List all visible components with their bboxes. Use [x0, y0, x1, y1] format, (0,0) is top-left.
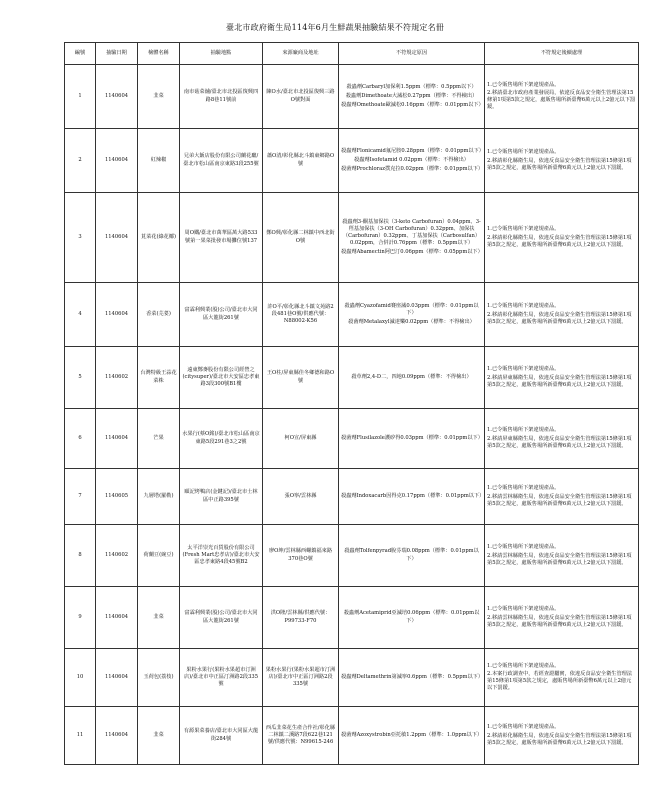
header-location: 抽驗地點 — [180, 43, 263, 65]
table-body — [65, 65, 639, 765]
cell-date: 1140604 — [96, 649, 138, 707]
cell-no: 11 — [65, 707, 96, 765]
cell-action — [485, 525, 639, 587]
header-reason: 不符規定原因 — [339, 43, 485, 65]
cell-no: 6 — [65, 409, 96, 469]
cell-reason — [339, 283, 485, 347]
cell-sample-name: 荷蘭豆(豌豆) — [138, 525, 180, 587]
cell-no: 7 — [65, 469, 96, 525]
cell-source: 柯O宣/屏東縣 — [263, 409, 339, 469]
reason-line: 殺蟲劑Deltamethrin第滅寧0.6ppm（標準：0.5ppm以下） — [341, 673, 484, 680]
cell-sample-name: 莧菜花(綠花椰) — [138, 193, 180, 283]
action-line: 1.已令販售場所下架違規產品。 — [487, 544, 560, 551]
action-line: 2.移請雲林縣衛生局，依違反食品安全衛生管理法第15條第1項第5款之規定，處販售場所新臺幣6萬元以上2億元以下罰鍰。 — [487, 552, 632, 566]
cell-source: 西瓜韭菜花生產合作社/彰化縣二林鎮二溪路7段622巷121號/供應代號：N99615-246 — [263, 707, 339, 765]
cell-date: 1140604 — [96, 193, 138, 283]
action-line: 1.已令販售場所下架違規產品。 — [487, 226, 560, 233]
reason-line: 殺蟲劑Isofetamid 0.02ppm（標準：不得檢出） — [354, 156, 469, 163]
cell-date: 1140604 — [96, 587, 138, 649]
reason-line: 殺蟲劑Carbaryl加保利1.5ppm（標準：0.5ppm以下） — [346, 84, 477, 91]
cell-date: 1140604 — [96, 409, 138, 469]
action-line: 2.移請彰化縣衛生局，依違反食品安全衛生管理法第15條第1項第5款之規定，處販售場所新臺幣6萬元以上2億元以下罰鍰。 — [487, 157, 632, 171]
reason-line: 殺蟲劑Tolfenpyrad脫芬瑞0.08ppm（標準：0.01ppm以下） — [344, 548, 479, 562]
reason-line: 殺菌劑Azoxystrobin亞托敏1.2ppm（標準：1.0ppm以下） — [341, 731, 483, 738]
reason-line: 殺菌劑Metalaxyl滅達樂0.02ppm（標準：不得檢出） — [348, 318, 475, 325]
violations-table — [64, 42, 639, 765]
cell-action — [485, 469, 639, 525]
action-line: 2.移請臺北市政府產業發展局，依違反食品安全衛生管理法第15條第1項第5款之規定，處販售場所新臺幣6萬元以上2億元以下罰鍰。 — [487, 90, 636, 111]
action-line: 1.已令販售場所下架違規產品。 — [487, 485, 560, 492]
cell-source: 鄭O興/彰化縣二林鎮中西北街O號 — [263, 193, 339, 283]
cell-date: 1140604 — [96, 129, 138, 193]
cell-source: 廖O坤/雲林縣西螺鎮福來路370巷O號 — [263, 525, 339, 587]
cell-source: 陳O水/臺北市北投區復興三路O號對面 — [263, 65, 339, 129]
cell-action — [485, 283, 639, 347]
cell-reason — [339, 525, 485, 587]
header-source: 來源廠商及地址 — [263, 43, 339, 65]
action-line: 1.已令販售場所下架違規產品。 — [487, 606, 560, 613]
action-line: 2.移請彰化縣衛生局，依違反食品安全衛生管理法第15條第1項第5款之規定，處販售場所新臺幣6萬元以上2億元以下罰鍰。 — [487, 732, 632, 746]
cell-action — [485, 587, 639, 649]
table-row — [65, 65, 639, 129]
cell-action — [485, 707, 639, 765]
table-header-row — [65, 43, 639, 65]
cell-location: 富霖利興業(股)公司/臺北市大同區大龍街261號 — [180, 283, 263, 347]
cell-date: 1140604 — [96, 707, 138, 765]
cell-location: 南市菇菜舖/臺北市北投區復興四路8巷11號前 — [180, 65, 263, 129]
cell-date: 1140602 — [96, 347, 138, 409]
cell-sample-name: 芒果 — [138, 409, 180, 469]
reason-line: 殺蟲劑Abamectin阿巴汀0.06ppm（標準：0.05ppm以下） — [341, 248, 483, 255]
cell-location: 周O鐵/臺北市萬華區萬大路533號第一果菜批發市場攤位號137 — [180, 193, 263, 283]
table-row — [65, 283, 639, 347]
cell-source: 蕭O清/彰化縣北斗鎮東鄉路O號 — [263, 129, 339, 193]
cell-source: 張O寧/雲林縣 — [263, 469, 339, 525]
table-row — [65, 649, 639, 707]
cell-no: 2 — [65, 129, 96, 193]
action-line: 2.移請屏東縣衛生局，依違反食品安全衛生管理法第15條第1項第5款之規定，處販售場所新臺幣6萬元以上2億元以下罰鍰。 — [487, 374, 632, 388]
header-action: 不符規定後續處理 — [485, 43, 639, 65]
cell-action — [485, 193, 639, 283]
reason-line: 殺蟲劑Flonicamid氟尼胺0.28ppm（標準：0.01ppm以下） — [341, 148, 484, 155]
cell-reason — [339, 129, 485, 193]
reason-line: 殺蟲劑Cyazofamid賽座滅0.03ppm（標準：0.01ppm以下） — [344, 303, 479, 317]
action-line: 1.已令販售場所下架違規產品。 — [487, 724, 560, 731]
cell-location: 頤記烤鴨店(金鍵記)/臺北市士林區中正路395號 — [180, 469, 263, 525]
cell-sample-name: 香菜(芫荽) — [138, 283, 180, 347]
cell-reason — [339, 193, 485, 283]
reason-line: 殺草劑2,4-D二，四地0.09ppm（標準：不得檢出） — [351, 373, 472, 380]
action-line: 2.移請彰化縣衛生局，依違反食品安全衛生管理法第15條第1項第5款之規定，處販售場所新臺幣6萬元以上2億元以下罰鍰。 — [487, 234, 632, 248]
header-sample-name: 檢體名稱 — [138, 43, 180, 65]
cell-sample-name: 九層塔(羅勒) — [138, 469, 180, 525]
table-row — [65, 129, 639, 193]
action-line: 1.已令販售場所下架違規產品。 — [487, 427, 560, 434]
cell-sample-name: 韭菜 — [138, 587, 180, 649]
cell-source: 果粉水果行(果粉水果超市汀洲店)/臺北市中正區汀洲路2段335號 — [263, 649, 339, 707]
cell-no: 10 — [65, 649, 96, 707]
table-row — [65, 525, 639, 587]
action-line: 1.已令販售場所下架違規產品。 — [487, 149, 560, 156]
action-line: 2.移請雲林縣衛生局，依違反食品安全衛生管理法第15條第1項第5款之規定，處販售場所新臺幣6萬元以上2億元以下罰鍰。 — [487, 493, 632, 507]
cell-location: 兄弟大飯店股份有限公司蘭花廳/臺北市松山區南京東路3段255號 — [180, 129, 263, 193]
table-row — [65, 193, 639, 283]
cell-action — [485, 649, 639, 707]
table-row — [65, 347, 639, 409]
cell-no: 1 — [65, 65, 96, 129]
cell-no: 4 — [65, 283, 96, 347]
cell-sample-name: 紅辣椒 — [138, 129, 180, 193]
cell-sample-name: 韭菜 — [138, 707, 180, 765]
cell-reason — [339, 347, 485, 409]
cell-location: 太平洋崇光百貨股份有限公司(Fresh Mart忠孝店)/臺北市大安區忠孝東路4段45號B2 — [180, 525, 263, 587]
cell-no: 8 — [65, 525, 96, 587]
cell-no: 3 — [65, 193, 96, 283]
reason-line: 殺菌劑Flusilazole護矽得0.03ppm（標準：0.01ppm以下） — [341, 434, 483, 441]
cell-date: 1140602 — [96, 525, 138, 587]
action-line: 1.已令販售場所下架違規產品。 — [487, 303, 560, 310]
cell-reason — [339, 409, 485, 469]
table-row — [65, 587, 639, 649]
cell-reason — [339, 65, 485, 129]
cell-source: 許O平/彰化縣北斗鎮文苑路2段481巷O號/供應代號：N88002-K56 — [263, 283, 339, 347]
cell-source: 王O柱/屏東縣佳冬鄉德和路O號 — [263, 347, 339, 409]
cell-location: 果粉水果行(果粉水果超市汀洲店)/臺北市中正區汀洲路2段335號 — [180, 649, 263, 707]
action-line: 1.已令販售場所下架違規產品。 — [487, 662, 560, 669]
action-line: 1.已令販售場所下架違規產品。 — [487, 81, 560, 88]
cell-source: 洪O隆/雲林縣/供應代號：P99733-F70 — [263, 587, 339, 649]
cell-sample-name: 台灣特級王蒜花菜株 — [138, 347, 180, 409]
action-line: 2.本案行政調查中，若經查證屬實，依違反食品安全衛生管理法第15條第1項第5款之規定，處販售場所新臺幣6萬元以上2億元以下罰鍰。 — [487, 671, 633, 692]
cell-action — [485, 129, 639, 193]
header-date: 抽驗日期 — [96, 43, 138, 65]
action-line: 2.移請屏東縣衛生局，依違反食品安全衛生管理法第15條第1項第5款之規定，處販售場所新臺幣6萬元以上2億元以下罰鍰。 — [487, 435, 632, 449]
cell-action — [485, 65, 639, 129]
table-row — [65, 469, 639, 525]
cell-location: 遠東鄭麥股份有限公司經營之(citysuper)/臺北市大安區忠孝東路3段300號B1樓 — [180, 347, 263, 409]
action-line: 2.移請雲林縣衛生局，依違反食品安全衛生管理法第15條第1項第5款之規定，處販售場所新臺幣6萬元以上2億元以下罰鍰。 — [487, 614, 632, 628]
table-row — [65, 409, 639, 469]
cell-action — [485, 347, 639, 409]
cell-no: 5 — [65, 347, 96, 409]
cell-reason — [339, 707, 485, 765]
cell-date: 1140604 — [96, 65, 138, 129]
reason-line: 殺菌劑Prochloraz撲克拉0.02ppm（標準：0.01ppm以下） — [341, 165, 484, 172]
cell-no: 9 — [65, 587, 96, 649]
reason-line: 殺蟲劑3-酮基加保扶（3-keto Carbofuran）0.04ppm、3-羥基加保扶（3-OH Carbofuran）0.32ppm、加保扶（Carbofuran）0.32ppm、丁基加保扶（Carbosulfan）0.02ppm，合併計0.76ppm（標準：0.5ppm以下） — [342, 219, 481, 247]
document-title: 臺北市政府衛生局114年6月生鮮蔬果抽驗結果不符規定名冊 — [226, 23, 444, 32]
reason-line: 殺蟲劑Dimethoate大滅松0.27ppm（標準：不得檢出） — [345, 92, 478, 99]
cell-sample-name: 玉荷包(荔枝) — [138, 649, 180, 707]
cell-sample-name: 韭菜 — [138, 65, 180, 129]
action-line: 1.已令販售場所下架違規產品。 — [487, 366, 560, 373]
cell-location: 富霖利興業(股)公司/臺北市大同區大龍街261號 — [180, 587, 263, 649]
action-line: 2.移請彰化縣衛生局，依違反食品安全衛生管理法第15條第1項第5款之規定，處販售場所新臺幣6萬元以上2億元以下罰鍰。 — [487, 311, 632, 325]
cell-date: 1140604 — [96, 283, 138, 347]
cell-location: 有源果菜養店/臺北市大同區大龍街284號 — [180, 707, 263, 765]
cell-date: 1140605 — [96, 469, 138, 525]
table-row — [65, 707, 639, 765]
header-no: 編號 — [65, 43, 96, 65]
reason-line: 殺蟲劑Acetamiprid亞滅培0.06ppm（標準：0.01ppm以下） — [343, 610, 480, 624]
cell-location: 水果行(蔡O銘)/臺北市松山區南京東路5段291巷3之2號 — [180, 409, 263, 469]
reason-line: 殺蟲劑Omethoate歐滅松0.16ppm（標準：0.01ppm以下） — [341, 101, 484, 108]
cell-action — [485, 409, 639, 469]
cell-reason — [339, 587, 485, 649]
cell-reason — [339, 649, 485, 707]
cell-reason — [339, 469, 485, 525]
reason-line: 殺蟲劑Indoxacarb因得克0.17ppm（標準：0.01ppm以下） — [341, 492, 485, 499]
